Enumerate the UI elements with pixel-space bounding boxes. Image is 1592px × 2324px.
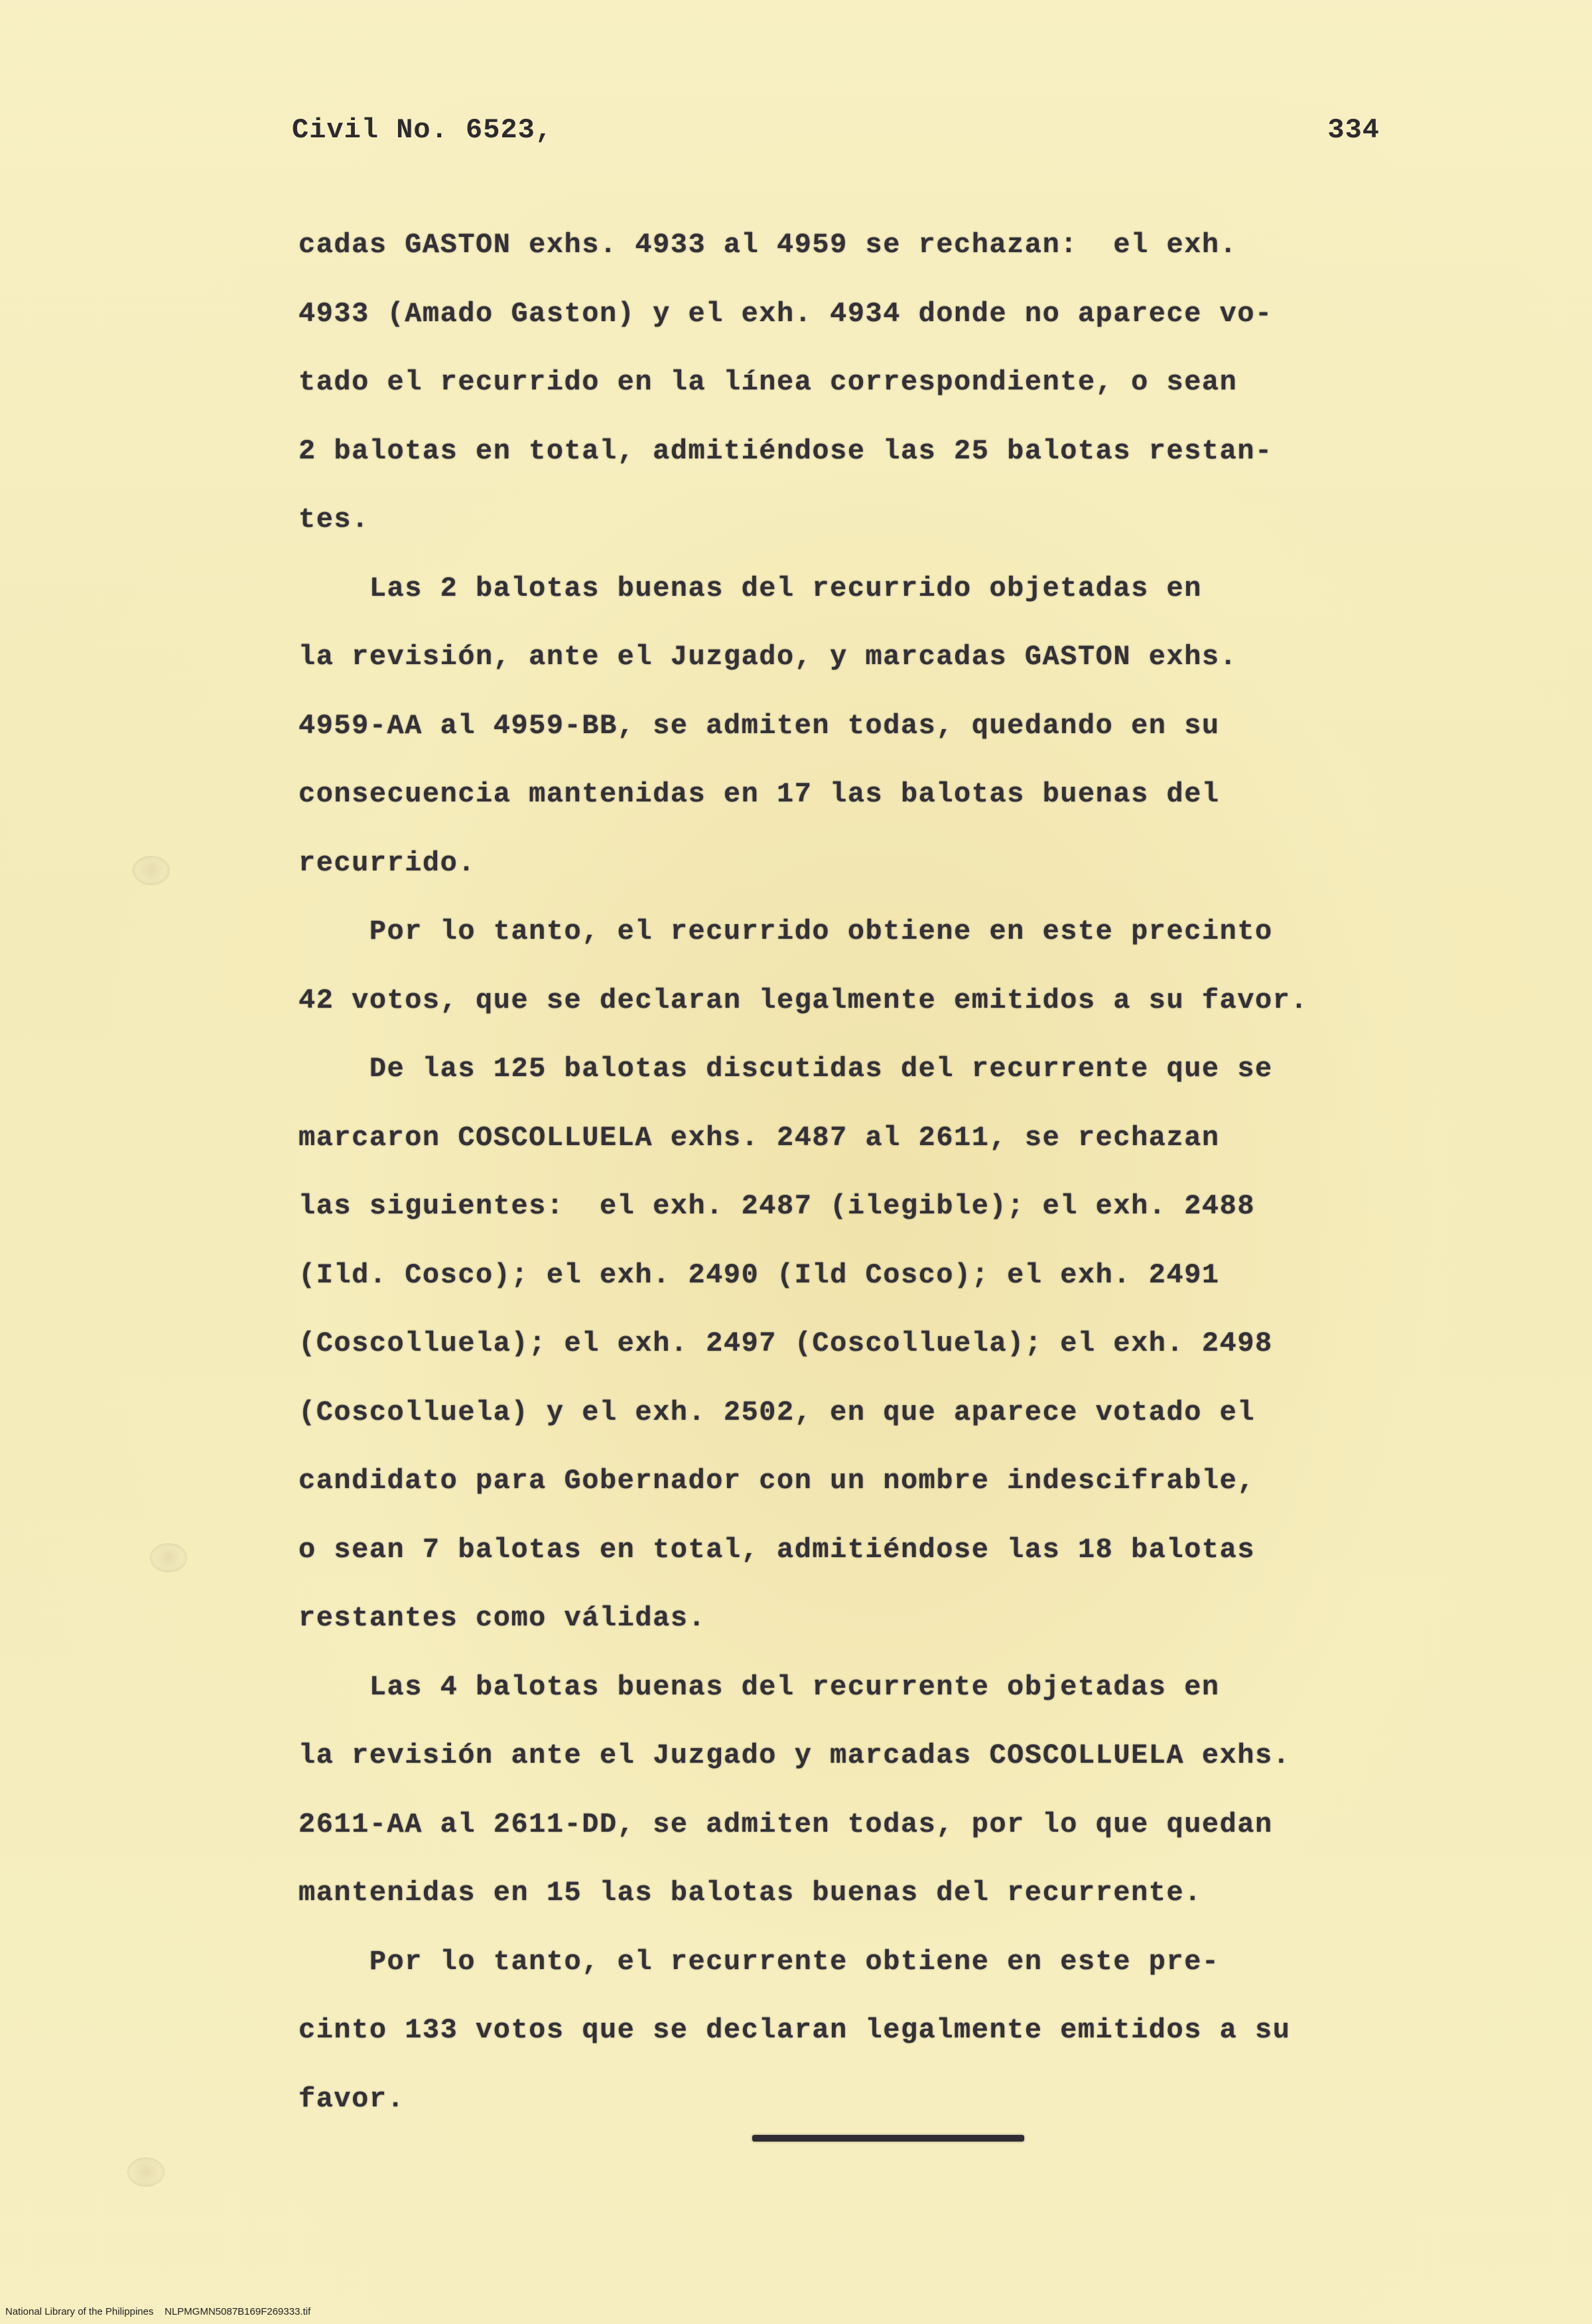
text-line: tado el recurrido en la línea correspondiente, o sean <box>298 366 1238 398</box>
punch-hole <box>127 2157 165 2187</box>
text-line: Por lo tanto, el recurrido obtiene en este precinto <box>298 916 1273 947</box>
text-line: consecuencia mantenidas en 17 las balotas buenas del <box>298 778 1220 810</box>
text-line: 42 votos, que se declaran legalmente emitidos a su favor. <box>298 984 1309 1016</box>
text-line: las siguientes: el exh. 2487 (ilegible); el exh. 2488 <box>298 1190 1256 1222</box>
text-line: candidato para Gobernador con un nombre indescifrable, <box>298 1465 1256 1497</box>
text-line: cadas GASTON exhs. 4933 al 4959 se rechazan: el exh. <box>298 229 1238 261</box>
text-line: restantes como válidas. <box>298 1602 706 1634</box>
text-line: 2 balotas en total, admitiéndose las 25 balotas restan- <box>298 435 1273 467</box>
text-line: (Ild. Cosco); el exh. 2490 (Ild Cosco); el exh. 2491 <box>298 1259 1220 1291</box>
text-line: (Coscolluela) y el exh. 2502, en que aparece votado el <box>298 1396 1256 1428</box>
text-line: De las 125 balotas discutidas del recurrente que se <box>298 1053 1273 1085</box>
scan-credit: National Library of the Philippines NLPMGMN5087B169F269333.tif <box>5 2306 311 2317</box>
text-line: marcaron COSCOLLUELA exhs. 2487 al 2611, se rechazan <box>298 1121 1220 1154</box>
text-line: favor. <box>298 2083 405 2115</box>
text-line: Por lo tanto, el recurrente obtiene en este pre- <box>298 1945 1220 1978</box>
document-body <box>298 211 1453 2134</box>
text-line: tes. <box>298 504 369 535</box>
end-of-text-rule <box>752 2135 1024 2142</box>
text-line: (Coscolluela); el exh. 2497 (Coscolluela); el exh. 2498 <box>298 1328 1273 1359</box>
text-line: o sean 7 balotas en total, admitiéndose las 18 balotas <box>298 1533 1256 1566</box>
text-line: 4959-AA al 4959-BB, se admiten todas, quedando en su <box>298 709 1220 742</box>
text-line: cinto 133 votos que se declaran legalmente emitidos a su <box>298 2014 1291 2046</box>
text-line: 4933 (Amado Gaston) y el exh. 4934 donde no aparece vo- <box>298 297 1273 330</box>
text-line: Las 2 balotas buenas del recurrido objetadas en <box>298 572 1202 604</box>
text-line: mantenidas en 15 las balotas buenas del recurrente. <box>298 1877 1202 1909</box>
text-line: la revisión ante el Juzgado y marcadas COSCOLLUELA exhs. <box>298 1740 1291 1771</box>
page-header <box>292 114 1380 154</box>
case-number: Civil No. 6523, <box>292 114 553 146</box>
text-line: la revisión, ante el Juzgado, y marcadas GASTON exhs. <box>298 641 1238 673</box>
page-number: 334 <box>1327 114 1380 146</box>
text-line: 2611-AA al 2611-DD, se admiten todas, por lo que quedan <box>298 1808 1273 1840</box>
punch-hole <box>150 1543 187 1572</box>
punch-hole <box>133 856 170 885</box>
text-line: Las 4 balotas buenas del recurrente objetadas en <box>298 1671 1220 1703</box>
text-line: recurrido. <box>298 847 476 879</box>
